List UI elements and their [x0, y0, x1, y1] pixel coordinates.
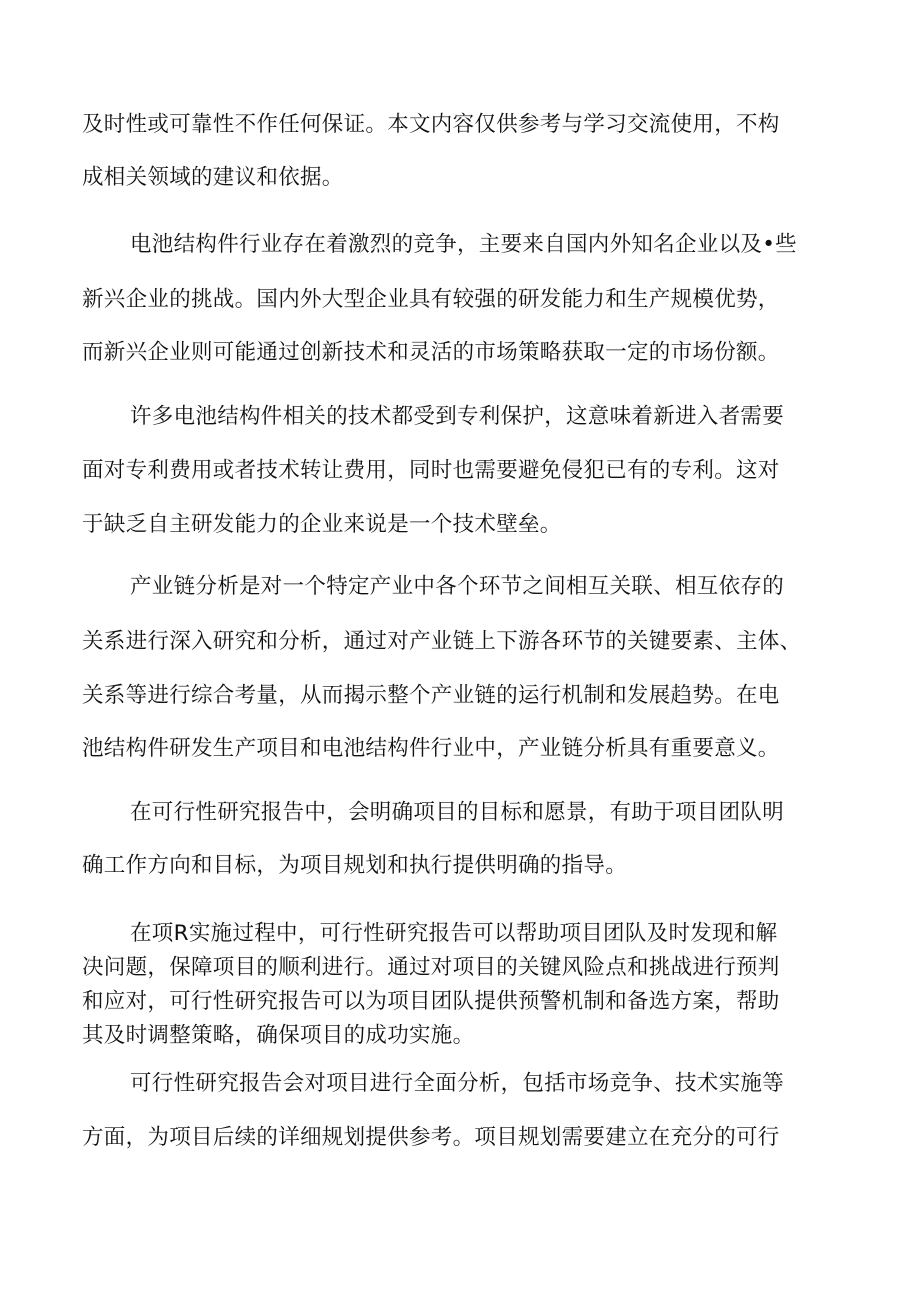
paragraph-6-line-2: 决问题，保障项目的顺利进行。通过对项目的关键风险点和挑战进行预判 — [82, 955, 780, 980]
paragraph-3-line-3: 于缺乏自主研发能力的企业来说是一个技术壁垒。 — [82, 512, 562, 537]
paragraph-7-line-1: 可行性研究报告会对项目进行全面分析，包括市场竞争、技术实施等 — [130, 1071, 785, 1096]
paragraph-5-line-1: 在可行性研究报告中，会明确项目的目标和愿景，有助于项目团队明 — [130, 800, 785, 825]
paragraph-4-line-4: 池结构件研发生产项目和电池结构件行业中，产业链分析具有重要意义。 — [82, 736, 780, 761]
paragraph-4-line-2: 关系进行深入研究和分析，通过对产业链上下游各环节的关键要素、主体、 — [82, 629, 802, 654]
paragraph-6-line-3: 和应对，可行性研究报告可以为项目团队提供预警机制和备选方案，帮助 — [82, 989, 780, 1014]
paragraph-5-line-2: 确工作方向和目标，为项目规划和执行提供明确的指导。 — [82, 853, 628, 878]
paragraph-1-line-1: 及时性或可靠性不作任何保证。本文内容仅供参考与学习交流使用，不构 — [82, 112, 780, 137]
paragraph-3-line-1: 许多电池结构件相关的技术都受到专利保护，这意味着新进入者需要 — [130, 404, 785, 429]
paragraph-6-line-4: 其及时调整策略，确保项目的成功实施。 — [82, 1023, 475, 1048]
paragraph-4-line-3: 关系等进行综合考量，从而揭示整个产业链的运行机制和发展趋势。在电 — [82, 683, 780, 708]
paragraph-7-line-2: 方面，为项目后续的详细规划提供参考。项目规划需要建立在充分的可行 — [82, 1125, 780, 1150]
paragraph-2-line-3: 而新兴企业则可能通过创新技术和灵活的市场策略获取一定的市场份额。 — [82, 340, 780, 365]
paragraph-2-line-1: 电池结构件行业存在着激烈的竞争，主要来自国内外知名企业以及•些 — [130, 232, 797, 257]
paragraph-4-line-1: 产业链分析是对一个特定产业中各个环节之间相互关联、相互依存的 — [130, 574, 785, 599]
paragraph-2-line-2: 新兴企业的挑战。国内外大型企业具有较强的研发能力和生产规模优势， — [82, 287, 780, 312]
paragraph-1-line-2: 成相关领域的建议和依据。 — [82, 165, 344, 190]
paragraph-3-line-2: 面对专利费用或者技术转让费用，同时也需要避免侵犯已有的专利。这对 — [82, 458, 780, 483]
paragraph-6-line-1: 在项R实施过程中，可行性研究报告可以帮助项目团队及时发现和解 — [130, 921, 778, 946]
